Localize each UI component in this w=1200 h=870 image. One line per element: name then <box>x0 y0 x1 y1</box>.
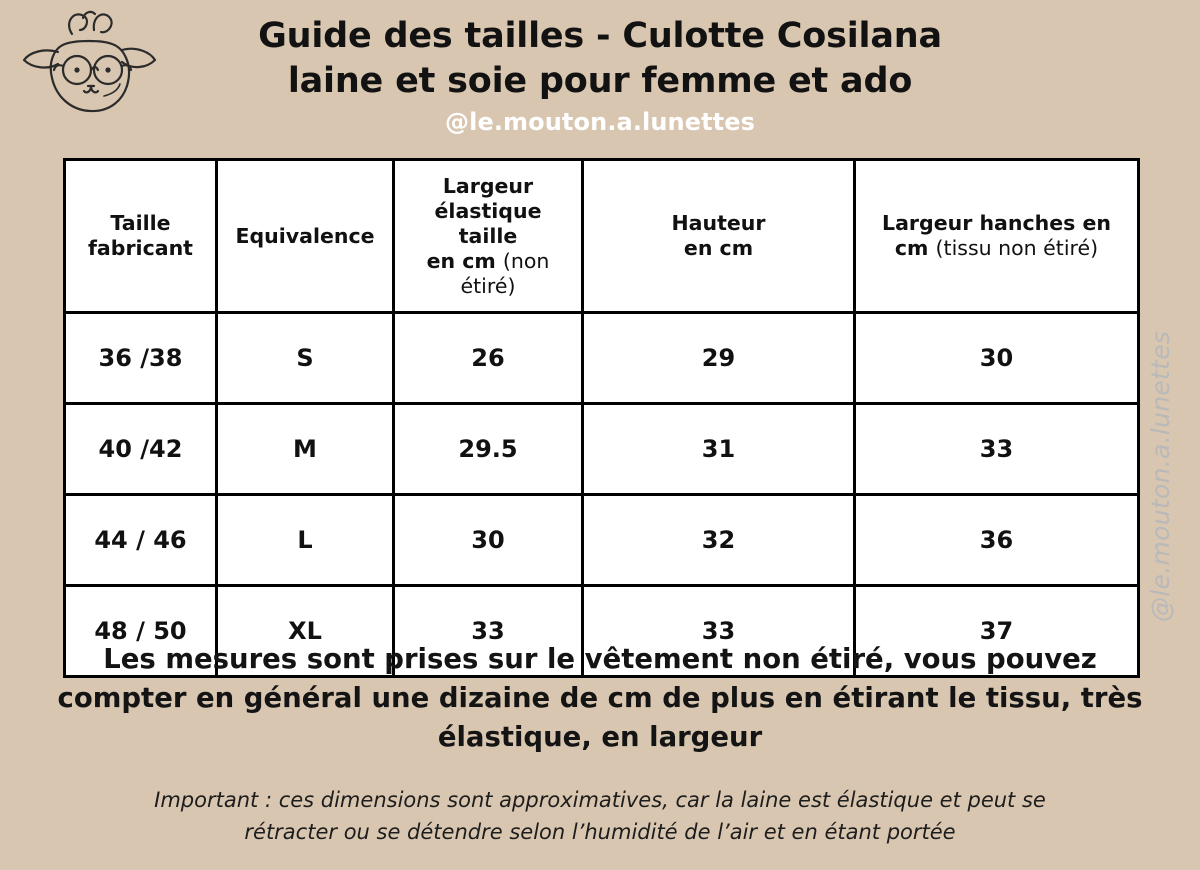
table-header-row <box>65 160 1139 313</box>
header-subtext: (tissu non étiré) <box>935 236 1099 260</box>
page-title <box>0 14 1200 104</box>
size-table <box>63 158 1140 678</box>
cell-largeur-hanches: 30 <box>855 313 1139 404</box>
cell-taille: 44 / 46 <box>65 495 217 586</box>
cell-equivalence: XL <box>217 586 394 677</box>
footer-notes <box>50 640 1150 848</box>
cell-hauteur: 31 <box>583 404 855 495</box>
header-subtext: (non étiré) <box>460 248 550 298</box>
watermark-handle: @le.mouton.a.lunettes <box>1146 330 1175 622</box>
cell-taille: 40 /42 <box>65 404 217 495</box>
cell-largeur-elastique: 29.5 <box>394 404 583 495</box>
header-text-line-2: en cm <box>683 236 754 260</box>
cell-hauteur: 32 <box>583 495 855 586</box>
footer-note-line-2: rétracter ou se détendre selon l’humidité de l’air et en étant portée <box>244 819 956 844</box>
size-table-container <box>63 158 1137 678</box>
footer-main-line-3: élastique, en largeur <box>437 721 763 754</box>
header-text-line-1: Largeur hanches en <box>882 211 1111 235</box>
header-text-line-1: Taille <box>110 211 171 235</box>
header-text-line-1: Hauteur <box>671 211 766 235</box>
header-text-line-3: en cm <box>426 248 496 273</box>
header-text-line-2: élastique taille <box>434 198 542 248</box>
instagram-handle: @le.mouton.a.lunettes <box>445 107 755 136</box>
page-header <box>0 14 1200 136</box>
header-text-line-1: Largeur <box>442 173 534 198</box>
header-text-line-1: Equivalence <box>235 223 375 248</box>
cell-taille: 36 /38 <box>65 313 217 404</box>
page-title-line-1: Guide des tailles - Culotte Cosilana <box>258 16 942 56</box>
cell-largeur-elastique: 33 <box>394 586 583 677</box>
header-text-line-2: fabricant <box>88 236 193 260</box>
cell-equivalence: M <box>217 404 394 495</box>
footer-main-line-1: Les mesures sont prises sur le vêtement non étiré, vous pouvez <box>103 643 1097 675</box>
cell-largeur-elastique: 26 <box>394 313 583 404</box>
footer-note-line-1: Important : ces dimensions sont approximatives, car la laine est élastique et peut se <box>154 788 1046 813</box>
cell-equivalence: L <box>217 495 394 586</box>
cell-largeur-hanches: 36 <box>855 495 1139 586</box>
header-text-line-2: cm <box>894 236 929 260</box>
cell-largeur-hanches: 33 <box>855 404 1139 495</box>
cell-largeur-hanches: 37 <box>855 586 1139 677</box>
sheep-with-glasses-logo-icon <box>8 4 168 129</box>
table-row <box>65 313 1139 404</box>
cell-hauteur: 29 <box>583 313 855 404</box>
cell-equivalence: S <box>217 313 394 404</box>
footer-main-text <box>50 640 1150 757</box>
column-header-taille-fabricant <box>65 160 217 313</box>
table-row <box>65 404 1139 495</box>
cell-largeur-elastique: 30 <box>394 495 583 586</box>
page-title-line-2: laine et soie pour femme et ado <box>287 60 913 101</box>
table-row <box>65 495 1139 586</box>
column-header-largeur-elastique <box>394 160 583 313</box>
cell-hauteur: 33 <box>583 586 855 677</box>
column-header-equivalence <box>217 160 394 313</box>
column-header-hauteur <box>583 160 855 313</box>
column-header-largeur-hanches <box>855 160 1139 313</box>
footer-important-note <box>50 785 1150 848</box>
cell-taille: 48 / 50 <box>65 586 217 677</box>
footer-main-line-2: compter en général une dizaine de cm de plus en étirant le tissu, très <box>57 682 1143 715</box>
